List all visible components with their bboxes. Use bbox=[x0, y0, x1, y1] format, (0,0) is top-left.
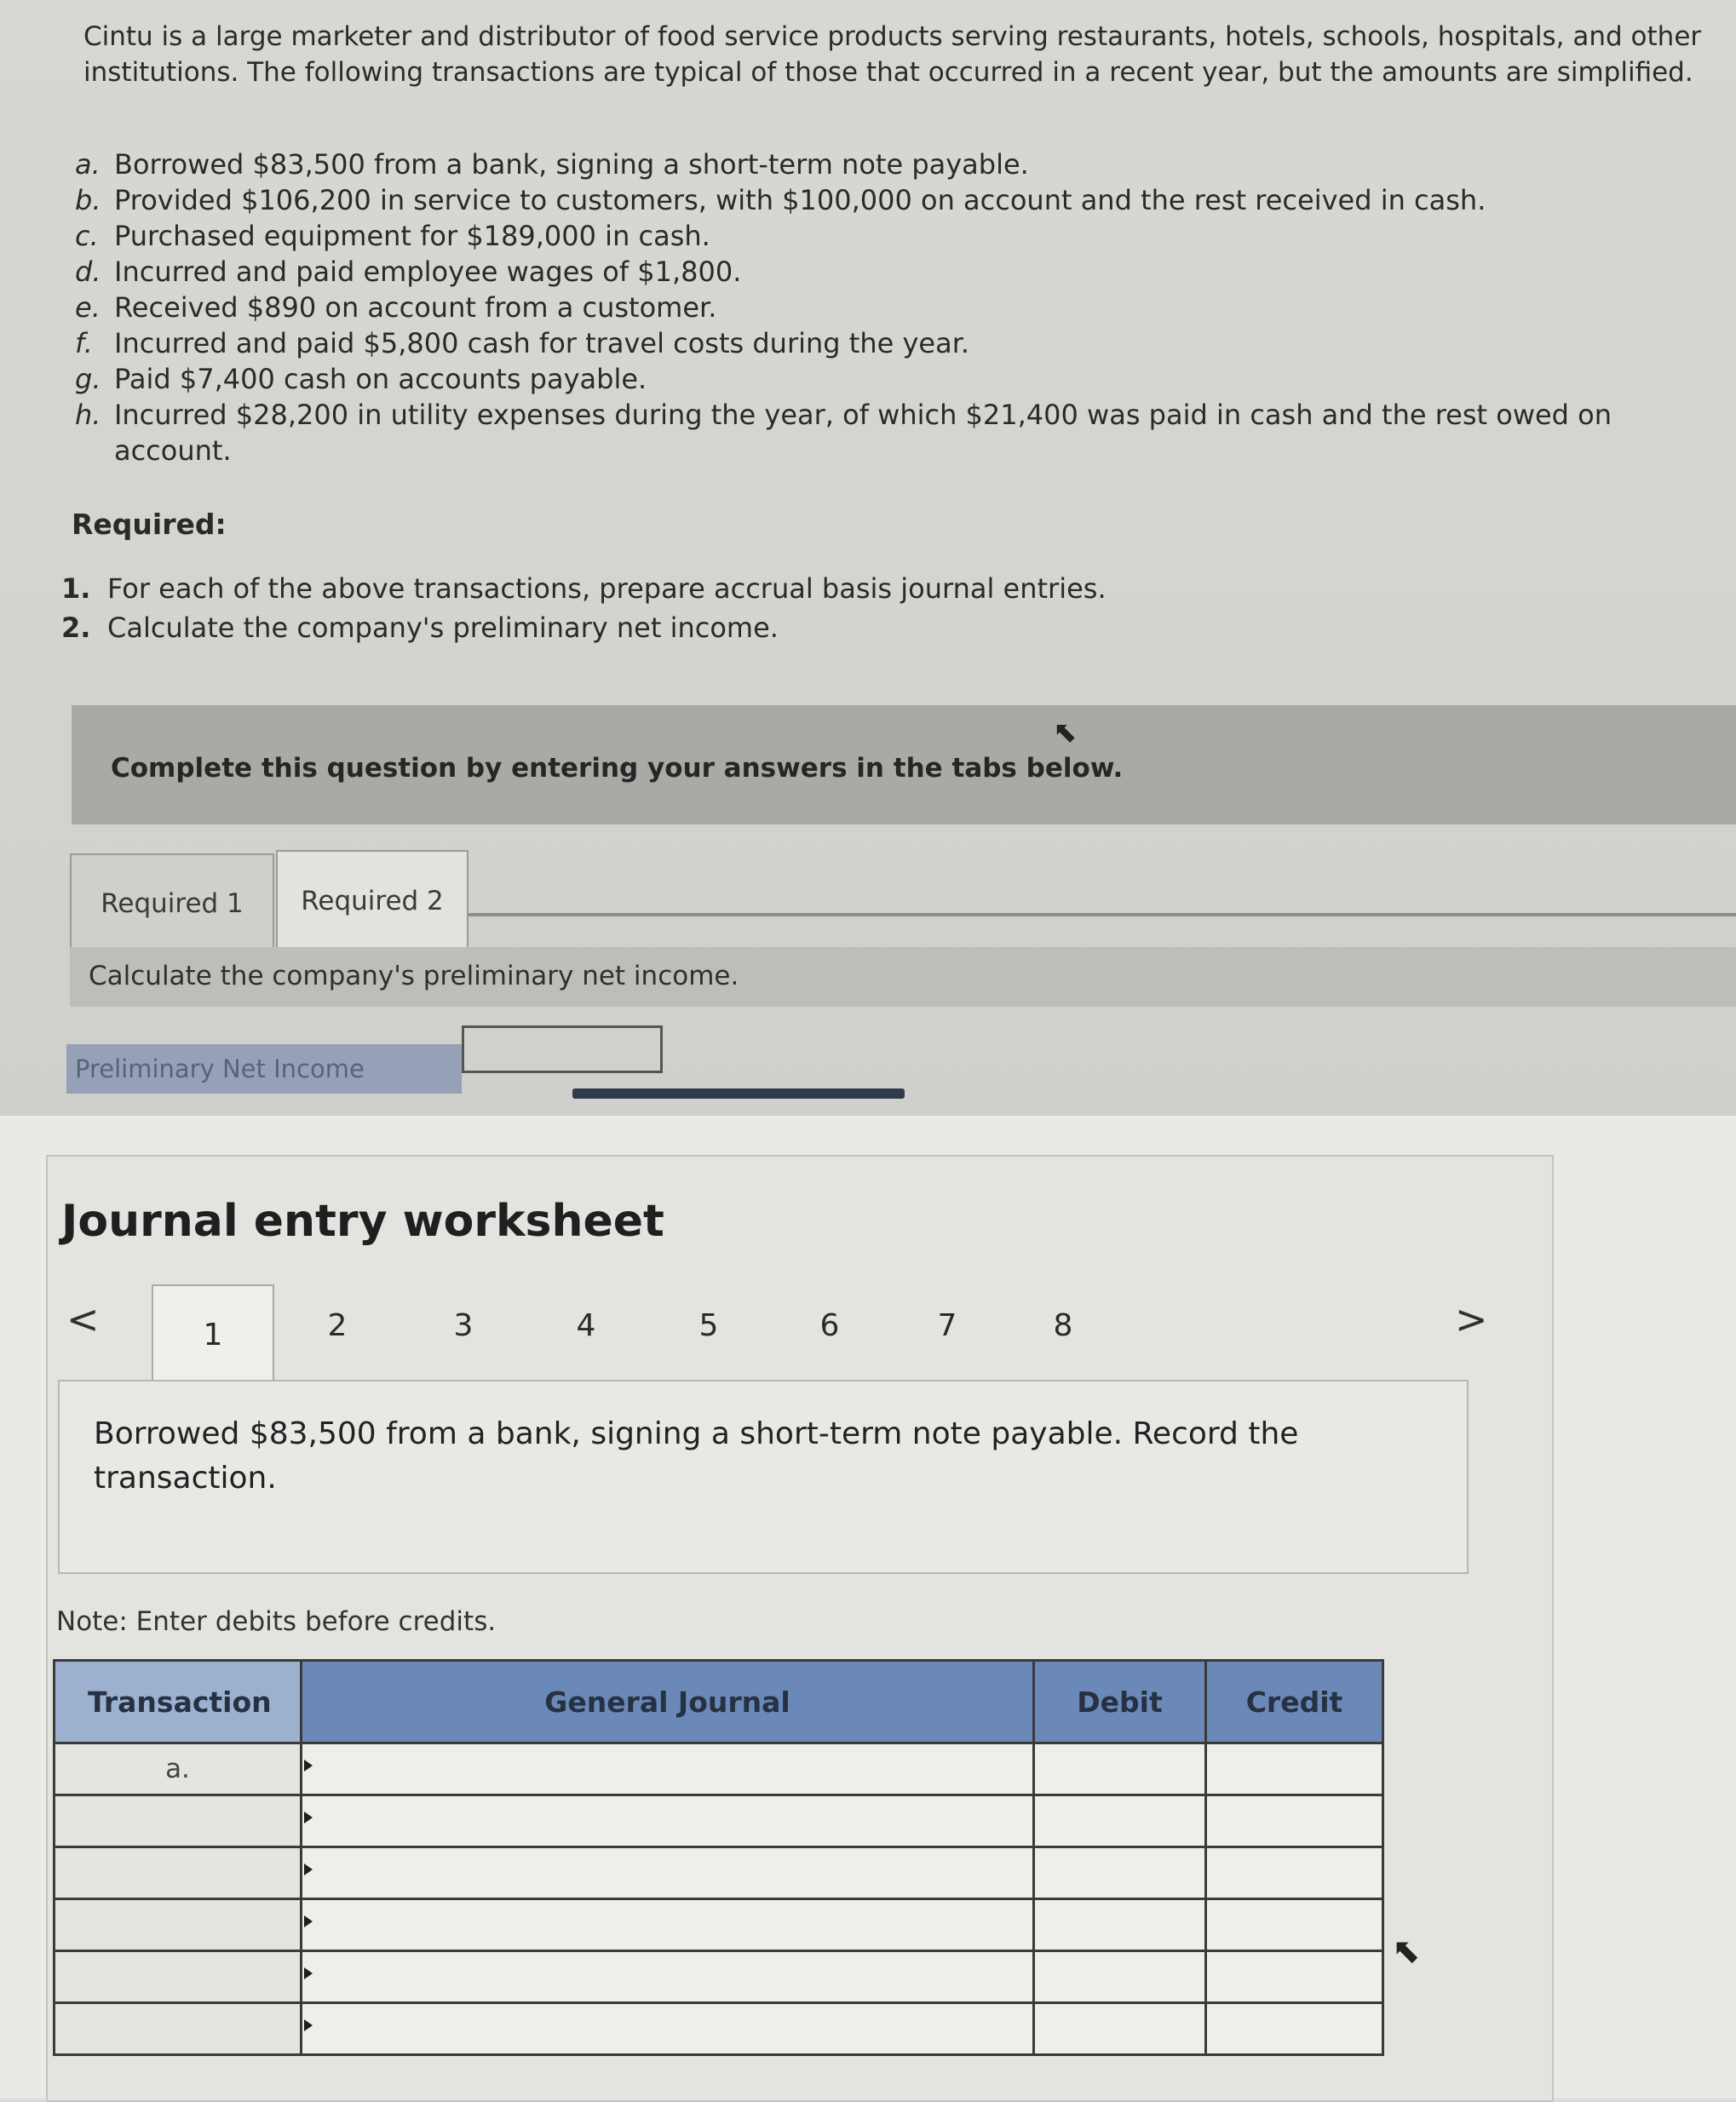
transaction-cell bbox=[55, 1847, 302, 1899]
debit-input[interactable] bbox=[1034, 1743, 1206, 1795]
worksheet-tab-8[interactable]: 8 bbox=[1053, 1308, 1073, 1343]
transaction-cell bbox=[55, 2003, 302, 2055]
calc-prompt: Calculate the company's preliminary net income. bbox=[89, 961, 739, 991]
worksheet-title: Journal entry worksheet bbox=[61, 1196, 664, 1247]
credit-input[interactable] bbox=[1206, 1795, 1383, 1847]
table-header-row bbox=[55, 1661, 1383, 1743]
tab-required-1[interactable]: Required 1 bbox=[70, 853, 274, 954]
list-item: d. Incurred and paid employee wages of $1,800. bbox=[75, 256, 742, 288]
transaction-cell: a. bbox=[55, 1743, 302, 1795]
credit-input[interactable] bbox=[1206, 2003, 1383, 2055]
preliminary-net-income-label: Preliminary Net Income bbox=[66, 1044, 462, 1094]
debit-input[interactable] bbox=[1034, 2003, 1206, 2055]
transaction-cell bbox=[55, 1899, 302, 1951]
chevron-right-icon[interactable]: > bbox=[1455, 1296, 1488, 1342]
column-header-credit: Credit bbox=[1206, 1661, 1383, 1743]
list-item: h. Incurred $28,200 in utility expenses during the year, of which $21,400 was paid in cash and the rest owed on account. bbox=[75, 399, 1612, 467]
mouse-cursor-icon: ⬉ bbox=[1053, 715, 1078, 749]
list-item: g. Paid $7,400 cash on accounts payable. bbox=[75, 363, 647, 395]
transaction-list bbox=[75, 146, 1736, 468]
worksheet-tab-7[interactable]: 7 bbox=[937, 1308, 957, 1343]
mouse-cursor-icon: ⬉ bbox=[1392, 1932, 1421, 1971]
debit-input[interactable] bbox=[1034, 1951, 1206, 2003]
table-row bbox=[55, 1847, 1383, 1899]
table-row bbox=[55, 1743, 1383, 1795]
worksheet-tab-2[interactable]: 2 bbox=[327, 1308, 348, 1343]
list-item: 2. Calculate the company's preliminary net income. bbox=[61, 612, 779, 644]
instruction-text: Complete this question by entering your answers in the tabs below. bbox=[111, 753, 1124, 784]
debit-input[interactable] bbox=[1034, 1795, 1206, 1847]
transaction-cell bbox=[55, 1795, 302, 1847]
worksheet-tab-6[interactable]: 6 bbox=[819, 1308, 840, 1343]
list-item: c. Purchased equipment for $189,000 in cash. bbox=[75, 220, 710, 252]
worksheet-tab-1[interactable]: 1 bbox=[152, 1284, 274, 1383]
column-header-debit: Debit bbox=[1034, 1661, 1206, 1743]
tab-required-2[interactable]: Required 2 bbox=[276, 850, 468, 950]
account-select[interactable] bbox=[302, 1795, 1034, 1847]
table-row bbox=[55, 1951, 1383, 2003]
required-list bbox=[61, 569, 1107, 647]
column-header-general-journal: General Journal bbox=[302, 1661, 1034, 1743]
debit-input[interactable] bbox=[1034, 1847, 1206, 1899]
note-text: Note: Enter debits before credits. bbox=[56, 1606, 497, 1637]
credit-input[interactable] bbox=[1206, 1951, 1383, 2003]
table-row bbox=[55, 2003, 1383, 2055]
account-select[interactable] bbox=[302, 2003, 1034, 2055]
worksheet-tab-3[interactable]: 3 bbox=[453, 1308, 474, 1343]
transaction-description: Borrowed $83,500 from a bank, signing a short-term note payable. Record the transaction. bbox=[94, 1416, 1299, 1496]
credit-input[interactable] bbox=[1206, 1899, 1383, 1951]
worksheet-tab-5[interactable]: 5 bbox=[698, 1308, 719, 1343]
account-select[interactable] bbox=[302, 1847, 1034, 1899]
account-select[interactable] bbox=[302, 1899, 1034, 1951]
debit-input[interactable] bbox=[1034, 1899, 1206, 1951]
worksheet-tab-4[interactable]: 4 bbox=[576, 1308, 596, 1343]
list-item: f. Incurred and paid $5,800 cash for travel costs during the year. bbox=[75, 327, 970, 359]
list-item: 1. For each of the above transactions, prepare accrual basis journal entries. bbox=[61, 572, 1107, 605]
table-row bbox=[55, 1795, 1383, 1847]
required-heading: Required: bbox=[72, 508, 227, 541]
general-journal-table bbox=[53, 1659, 1384, 2056]
transaction-cell bbox=[55, 1951, 302, 2003]
chevron-left-icon[interactable]: < bbox=[66, 1296, 100, 1342]
list-item: b. Provided $106,200 in service to customers, with $100,000 on account and the rest received in cash. bbox=[75, 184, 1486, 216]
credit-input[interactable] bbox=[1206, 1847, 1383, 1899]
preliminary-net-income-input[interactable] bbox=[462, 1025, 663, 1073]
intro-text: Cintu is a large marketer and distributor of food service products serving restaurants, hotels, schools, hospitals, and other institutions. The following transactions are typical of those that occurred in a recent year, but the amounts are simplified. bbox=[83, 21, 1702, 88]
account-select[interactable] bbox=[302, 1743, 1034, 1795]
account-select[interactable] bbox=[302, 1951, 1034, 2003]
list-item: a. Borrowed $83,500 from a bank, signing a short-term note payable. bbox=[75, 148, 1029, 181]
scrollbar[interactable] bbox=[572, 1088, 905, 1099]
credit-input[interactable] bbox=[1206, 1743, 1383, 1795]
list-item: e. Received $890 on account from a customer. bbox=[75, 291, 717, 324]
table-row bbox=[55, 1899, 1383, 1951]
divider bbox=[468, 913, 1736, 916]
column-header-transaction: Transaction bbox=[55, 1661, 302, 1743]
